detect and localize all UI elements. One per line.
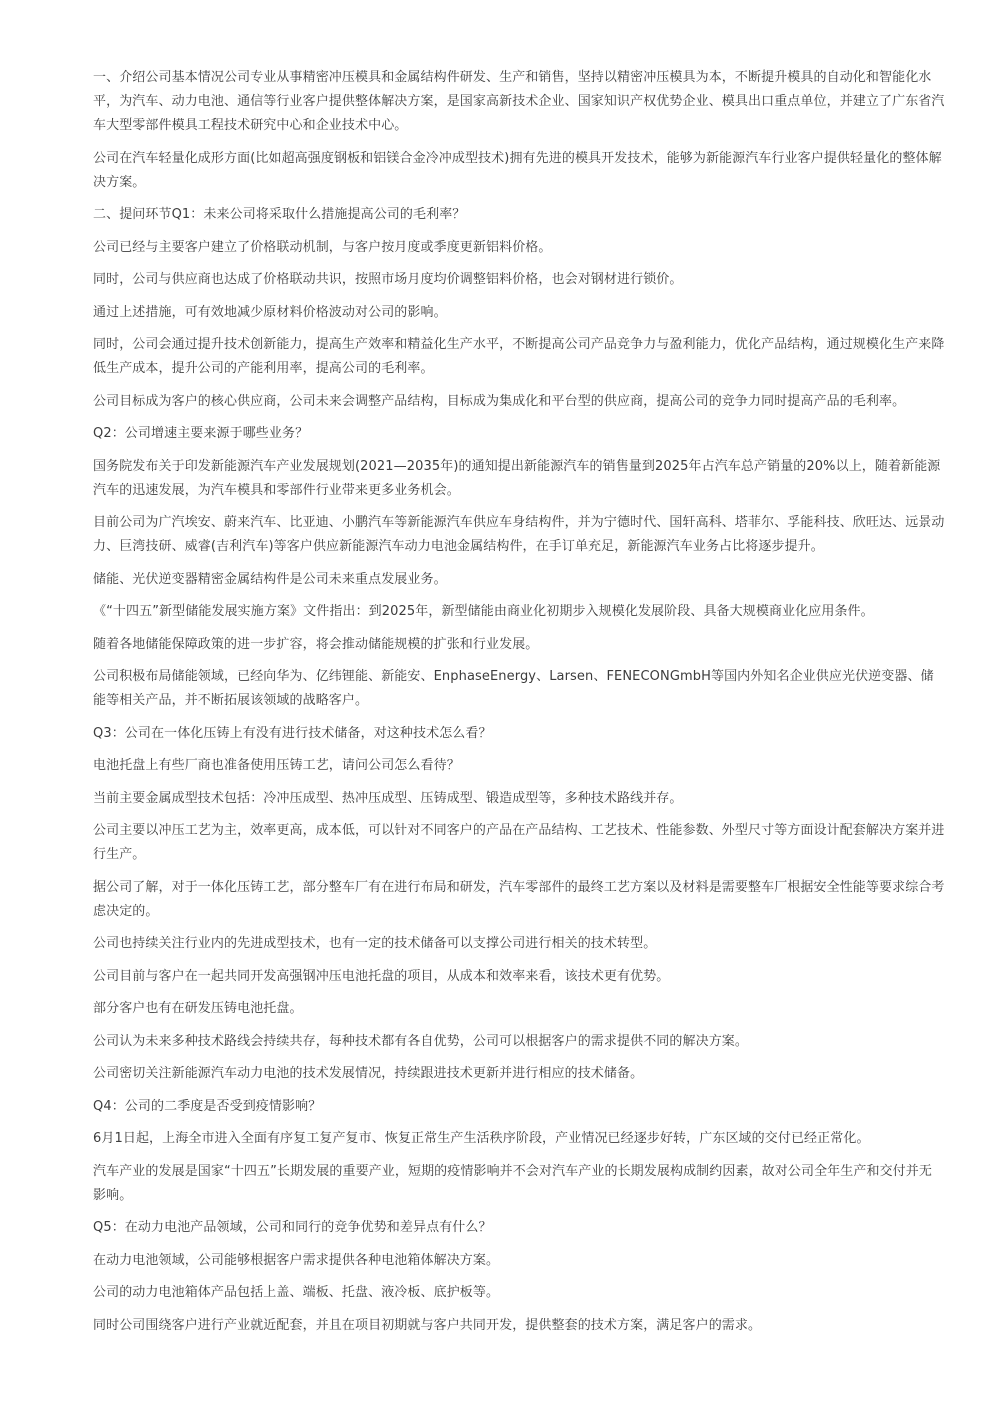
paragraph-lightweight: 公司在汽车轻量化成形方面(比如超高强度钢板和铝镁合金冷冲成型技术)拥有先进的模具开发技术，能够为新能源汽车行业客户提供轻量化的整体解决方案。: [93, 150, 942, 190]
paragraph: 《“十四五”新型储能发展实施方案》文件指出：到2025年，新型储能由商业化初期步入规模化发展阶段、具备大规模商业化应用条件。: [93, 604, 874, 619]
paragraph: 国务院发布关于印发新能源汽车产业发展规划(2021—2035年)的通知提出新能源汽车的销售量到2025年占汽车总产销量的20%以上，随着新能源汽车的迅速发展，为汽车模具和零部件行业带来更多业务机会。: [93, 458, 941, 498]
paragraph: 同时公司围绕客户进行产业就近配套，并且在项目初期就与客户共同开发，提供整套的技术方案，满足客户的需求。: [93, 1317, 762, 1333]
paragraph: 当前主要金属成型技术包括：冷冲压成型、热冲压成型、压铸成型、锻造成型等，多种技术路线并存。: [93, 790, 683, 806]
paragraph: 同时，公司会通过提升技术创新能力，提高生产效率和精益化生产水平，不断提高公司产品竞争力与盈利能力，优化产品结构，通过规模化生产来降低生产成本，提升公司的产能利用率，提高公司的毛利率。: [93, 337, 945, 376]
question-q2: Q2：公司增速主要来源于哪些业务？: [93, 426, 309, 441]
paragraph: 在动力电池领域，公司能够根据客户需求提供各种电池箱体解决方案。: [93, 1252, 500, 1268]
paragraph: 据公司了解，对于一体化压铸工艺，部分整车厂有在进行布局和研发，汽车零部件的最终工艺方案以及材料是需要整车厂根据安全性能等要求综合考虑决定的。: [93, 879, 945, 919]
paragraph: 公司的动力电池箱体产品包括上盖、端板、托盘、液冷板、底护板等。: [93, 1285, 500, 1300]
paragraph: 汽车产业的发展是国家“十四五”长期发展的重要产业，短期的疫情影响并不会对汽车产业的长期发展构成制约因素，故对公司全年生产和交付并无影响。: [93, 1163, 932, 1203]
paragraph-company-intro: 一、介绍公司基本情况公司专业从事精密冲压模具和金属结构件研发、生产和销售，坚持以精密冲压模具为本，不断提升模具的自动化和智能化水平，为汽车、动力电池、通信等行业客户提供整体解决方案，是国家高新技术企业、国家知识产权优势企业、模具出口重点单位，并建立了广东省汽车大型零部件模具工程技术研究中心和企业技术中心。: [93, 70, 945, 133]
question-q1: 二、提问环节Q1：未来公司将采取什么措施提高公司的毛利率？: [93, 207, 466, 222]
question-q5: Q5：在动力电池产品领域，公司和同行的竞争优势和差异点有什么？: [93, 1220, 492, 1235]
paragraph: 同时，公司与供应商也达成了价格联动共识，按照市场月度均价调整铝料价格，也会对钢材进行锁价。: [93, 272, 683, 287]
paragraph: 公司目标成为客户的核心供应商，公司未来会调整产品结构，目标成为集成化和平台型的供应商，提高公司的竞争力同时提高产品的毛利率。: [93, 393, 906, 409]
paragraph: 随着各地储能保障政策的进一步扩容，将会推动储能规模的扩张和行业发展。: [93, 636, 539, 652]
paragraph: 公司积极布局储能领域，已经向华为、亿纬锂能、新能安、EnphaseEnergy、Larsen、FENECONGmbH等国内外知名企业供应光伏逆变器、储能等相关产品，并不断拓展该领域的战略客户。: [93, 669, 934, 708]
question-q3: Q3：公司在一体化压铸上有没有进行技术储备，对这种技术怎么看？: [93, 725, 492, 741]
paragraph: 公司认为未来多种技术路线会持续共存，每种技术都有各自优势，公司可以根据客户的需求提供不同的解决方案。: [93, 1033, 749, 1049]
paragraph: 6月1日起，上海全市进入全面有序复工复产复市、恢复正常生产生活秩序阶段，产业情况已经逐步好转，广东区域的交付已经正常化。: [93, 1131, 870, 1146]
paragraph: 部分客户也有在研发压铸电池托盘。: [93, 1001, 303, 1016]
paragraph: 通过上述措施，可有效地减少原材料价格波动对公司的影响。: [93, 304, 447, 320]
question-q4: Q4：公司的二季度是否受到疫情影响？: [93, 1098, 322, 1114]
paragraph: 电池托盘上有些厂商也准备使用压铸工艺，请问公司怎么看待？: [93, 758, 460, 773]
paragraph: 公司也持续关注行业内的先进成型技术，也有一定的技术储备可以支撑公司进行相关的技术转型。: [93, 936, 657, 951]
paragraph: 公司目前与客户在一起共同开发高强钢冲压电池托盘的项目，从成本和效率来看，该技术更有优势。: [93, 968, 670, 984]
paragraph: 公司已经与主要客户建立了价格联动机制，与客户按月度或季度更新铝料价格。: [93, 239, 552, 255]
paragraph: 目前公司为广汽埃安、蔚来汽车、比亚迪、小鹏汽车等新能源汽车供应车身结构件，并为宁德时代、国轩高科、塔菲尔、孚能科技、欣旺达、远景动力、巨湾技研、威睿(吉利汽车)等客户供应新能源汽车动力电池金属结构件，在手订单充足，新能源汽车业务占比将逐步提升。: [93, 515, 945, 554]
document-body: [93, 66, 945, 1346]
paragraph: 公司主要以冲压工艺为主，效率更高，成本低，可以针对不同客户的产品在产品结构、工艺技术、性能参数、外型尺寸等方面设计配套解决方案并进行生产。: [93, 823, 945, 862]
paragraph: 公司密切关注新能源汽车动力电池的技术发展情况，持续跟进技术更新并进行相应的技术储备。: [93, 1066, 644, 1081]
paragraph: 储能、光伏逆变器精密金属结构件是公司未来重点发展业务。: [93, 571, 447, 587]
